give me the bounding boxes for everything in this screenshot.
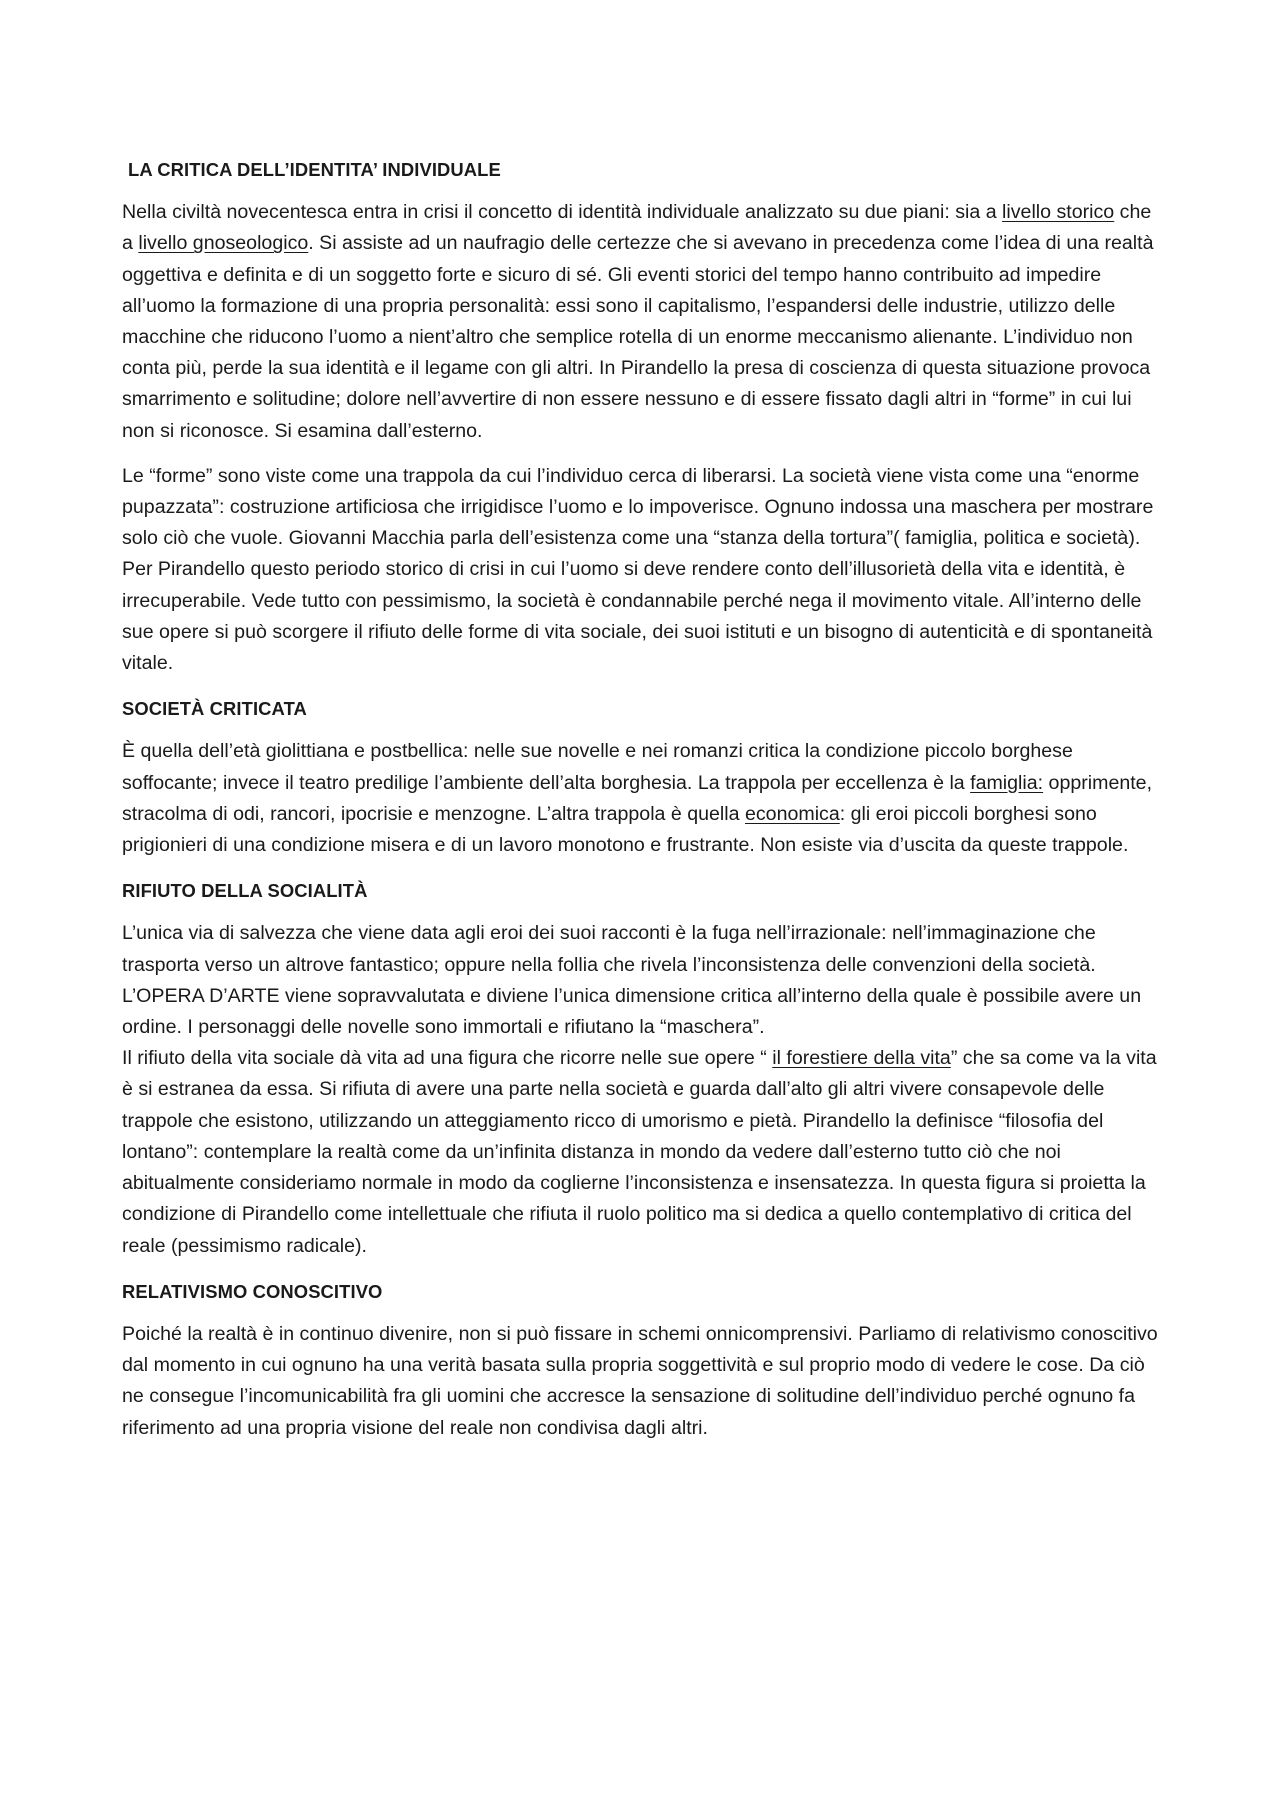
- underlined-economica: economica: [744, 802, 840, 825]
- paragraph-societa-text-b: opprimente, stracolma di odi, rancori, ipocrisie e menzogne. L’altra trappola è quella: [122, 771, 1153, 825]
- underlined-livello-gnoseologico: livello gnoseologico: [138, 232, 309, 255]
- paragraph-societa-text-a: È quella dell’età giolittiana e postbellica: nelle sue novelle e nei romanzi critica la condizione piccolo borghese soffocante; invece il teatro predilige l’ambiente dell’alta borghesia. La trappola per eccellenza è la: [122, 740, 1073, 794]
- paragraph-relativismo: Poiché la realtà è in continuo divenire, non si può fissare in schemi onnicomprensivi. Parliamo di relativismo conoscitivo dal momento in cui ognuno ha una verità basata sulla propria soggettività e sul proprio modo di vedere le cose. Da ciò ne consegue l’incomunicabilità fra gli uomini che accresce la sensazione di solitudine dell’individuo perché ognuno fa riferimento ad una propria visione del reale non condivisa dagli altri.: [122, 1322, 1158, 1439]
- paragraph-forestiere-text-a: Il rifiuto della vita sociale dà vita ad una figura che ricorre nelle sue opere “: [122, 1047, 773, 1070]
- underlined-famiglia: famiglia:: [970, 771, 1044, 794]
- paragraph-salvezza: L’unica via di salvezza che viene data agli eroi dei suoi racconti è la fuga nell’irrazionale: nell’immaginazione che trasporta verso un altrove fantastico; oppure nella follia che rivela l’inconsistenza delle convenzioni della società. L’OPERA D’ARTE viene sopravvalutata e diviene l’unica dimensione critica all’interno della quale è possibile avere un ordine. I personaggi delle novelle sono immortali e rifiutano la “maschera”.: [122, 922, 1142, 1039]
- paragraph-societa-text-c: : gli eroi piccoli borghesi sono prigionieri di una condizione misera e di un lavoro monotono e frustrante. Non esiste via d’uscita da queste trappole.: [122, 802, 1129, 857]
- underlined-forestiere-della-vita: il forestiere della vita: [772, 1047, 951, 1070]
- paragraph-forestiere: [122, 1043, 1162, 1261]
- heading-relativismo-conoscitivo: RELATIVISMO CONOSCITIVO: [122, 1280, 383, 1302]
- heading-rifiuto-socialita: RIFIUTO DELLA SOCIALITÀ: [122, 880, 368, 902]
- document-page: [122, 154, 1162, 1458]
- document-title: LA CRITICA DELL’IDENTITA’ INDIVIDUALE: [128, 159, 501, 180]
- heading-societa-criticata: SOCIETÀ CRITICATA: [122, 698, 307, 720]
- underlined-livello-storico: livello storico: [1002, 201, 1115, 224]
- paragraph-intro-text-a: Nella civiltà novecentesca entra in crisi il concetto di identità individuale analizzato su due piani: sia a: [122, 201, 1003, 224]
- paragraph-forestiere-text-b: ” che sa come va la vita è si estranea da essa. Si rifiuta di avere una parte nella società e guarda dall’alto gli altri vivere consapevole delle trappole che esistono, utilizzando un atteggiamento ricco di umorismo e pietà. Pirandello la definisce “filosofia del lontano”: contemplare la realtà come da un’infinita distanza in mondo da vedere dall’esterno tutto ciò che noi abitualmente consideriamo normale in modo da coglierne l’inconsistenza e insensatezza. In questa figura si proietta la condizione di Pirandello come intellettuale che rifiuta il ruolo politico ma si dedica a quello contemplativo di critica del reale (pessimismo radicale).: [122, 1047, 1157, 1257]
- paragraph-societa: [122, 736, 1162, 861]
- paragraph-intro-text-b: che a: [122, 201, 1152, 255]
- paragraph-intro-text-c: . Si assiste ad un naufragio delle certezze che si avevano in precedenza come l’idea di una realtà oggettiva e definita e di un soggetto forte e sicuro di sé. Gli eventi storici del tempo hanno contribuito ad impedire all’uomo la formazione di una propria personalità: essi sono il capitalismo, l’espandersi delle industrie, utilizzo delle macchine che riducono l’uomo a nient’altro che semplice rotella di un enorme meccanismo alienante. L’individuo non conta più, perde la sua identità e il legame con gli altri. In Pirandello la presa di coscienza di questa situazione provoca smarrimento e solitudine; dolore nell’avvertire di non essere nessuno e di essere fissato dagli altri in “forme” in cui lui non si riconosce. Si esamina dall’esterno.: [122, 232, 1154, 442]
- paragraph-forme: Le “forme” sono viste come una trappola da cui l’individuo cerca di liberarsi. La società viene vista come una “enorme pupazzata”: costruzione artificiosa che irrigidisce l’uomo e lo impoverisce. Ognuno indossa una maschera per mostrare solo ciò che vuole. Giovanni Macchia parla dell’esistenza come una “stanza della tortura”( famiglia, politica e società). Per Pirandello questo periodo storico di crisi in cui l’uomo si deve rendere conto dell’illusorietà della vita e identità, è irrecuperabile. Vede tutto con pessimismo, la società è condannabile perché nega il movimento vitale. All’interno delle sue opere si può scorgere il rifiuto delle forme di vita sociale, dei suoi istituti e un bisogno di autenticità e di spontaneità vitale.: [122, 464, 1154, 675]
- paragraph-intro: [122, 197, 1162, 447]
